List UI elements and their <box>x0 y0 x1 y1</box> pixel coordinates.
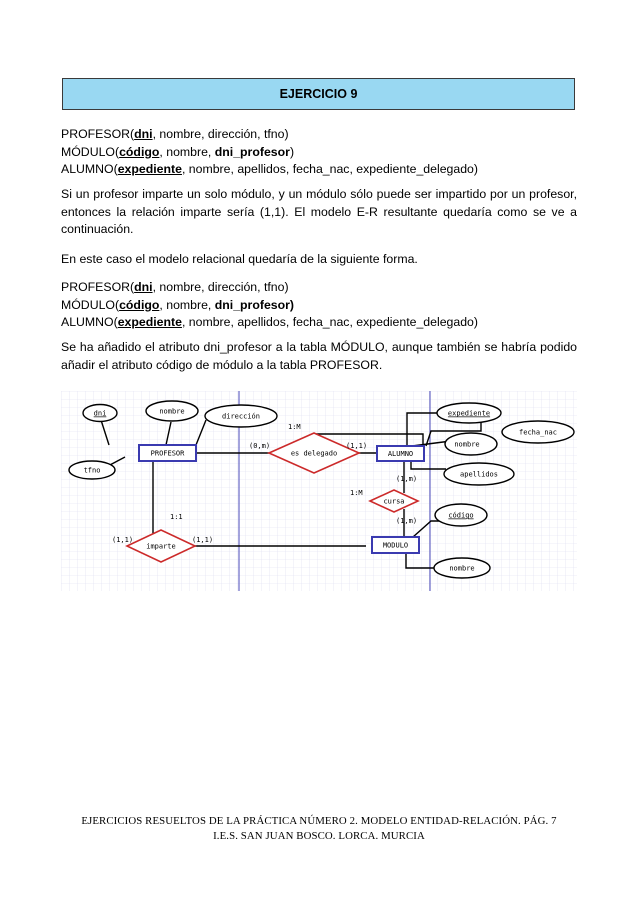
schema-block-1 <box>61 126 577 179</box>
cardinality-label: (1,1) <box>112 536 134 544</box>
footer-line-2: I.E.S. SAN JUAN BOSCO. LORCA. MURCIA <box>213 830 425 842</box>
cardinality-label: 1:1 <box>170 513 183 521</box>
cardinality-label: (1,1) <box>192 536 214 544</box>
attribute-apellidos-label: apellidos <box>460 470 498 479</box>
primary-key: código <box>119 297 160 312</box>
attribute-nombre-alumno-label: nombre <box>454 440 480 449</box>
cardinality-label: (0,m) <box>249 442 271 450</box>
cardinality-label: (1,1) <box>346 442 368 450</box>
foreign-key: dni_profesor <box>214 144 290 159</box>
schema-modulo: MÓDULO(código, nombre, dni_profesor) <box>61 297 295 312</box>
paragraph-3: Se ha añadido el atributo dni_profesor a la tabla MÓDULO, aunque también se habría podido añadir el atributo código de módulo a la tabla PROFESOR. <box>61 340 577 372</box>
attribute-direccion-label: dirección <box>222 412 260 421</box>
attribute-tfno-label: tfno <box>83 466 101 475</box>
foreign-key: dni_profesor) <box>214 297 295 312</box>
entity-alumno-label: ALUMNO <box>387 450 414 458</box>
primary-key: dni <box>134 127 153 141</box>
footer-line-1: EJERCICIOS RESUELTOS DE LA PRÁCTICA NÚMERO 2. MODELO ENTIDAD-RELACIÓN. PÁG. 7 <box>81 815 557 827</box>
attribute-codigo-label: código <box>448 511 474 520</box>
attribute-nombre-modulo-label: nombre <box>449 564 475 573</box>
attribute-expediente-label: expediente <box>447 409 491 418</box>
attribute-dni-label: dni <box>93 409 107 418</box>
schema-alumno: ALUMNO(expediente, nombre, apellidos, fecha_nac, expediente_delegado) <box>61 162 478 176</box>
exercise-title: EJERCICIO 9 <box>279 87 358 101</box>
er-diagram <box>61 391 577 591</box>
schema-alumno: ALUMNO(expediente, nombre, apellidos, fecha_nac, expediente_delegado) <box>61 315 478 329</box>
schema-profesor: PROFESOR(dni, nombre, dirección, tfno) <box>61 127 289 141</box>
paragraph-1: Si un profesor imparte un solo módulo, y un módulo sólo puede ser impartido por un profesor, entonces la relación imparte sería (1,1). El modelo E-R resultante quedaría como se ve a continuación. <box>61 187 577 236</box>
primary-key: expediente <box>117 315 182 329</box>
cardinality-label: 1:M <box>350 489 363 497</box>
relationship-imparte-label: imparte <box>146 542 176 551</box>
schema-block-2 <box>61 279 577 332</box>
relationship-es-delegado-label: es delegado <box>290 449 338 458</box>
schema-profesor: PROFESOR(dni, nombre, dirección, tfno) <box>61 280 289 294</box>
relationship-cursa-label: cursa <box>383 497 405 506</box>
cardinality-label: (1,m) <box>396 475 418 483</box>
entity-profesor-label: PROFESOR <box>150 449 185 458</box>
primary-key: dni <box>134 280 153 294</box>
entity-modulo-label: MODULO <box>382 541 409 550</box>
paragraph-2: En este caso el modelo relacional quedaría de la siguiente forma. <box>61 252 418 266</box>
exercise-title-box <box>62 78 575 110</box>
primary-key: expediente <box>117 162 182 176</box>
schema-modulo: MÓDULO(código, nombre, dni_profesor) <box>61 144 295 159</box>
cardinality-label: 1:M <box>288 423 301 431</box>
cardinality-label: (1,m) <box>396 517 418 525</box>
attribute-nombre-profesor-label: nombre <box>159 407 185 416</box>
attribute-fecha-nac-label: fecha_nac <box>519 428 557 437</box>
primary-key: código <box>119 144 160 159</box>
diagram-grid <box>61 391 577 591</box>
